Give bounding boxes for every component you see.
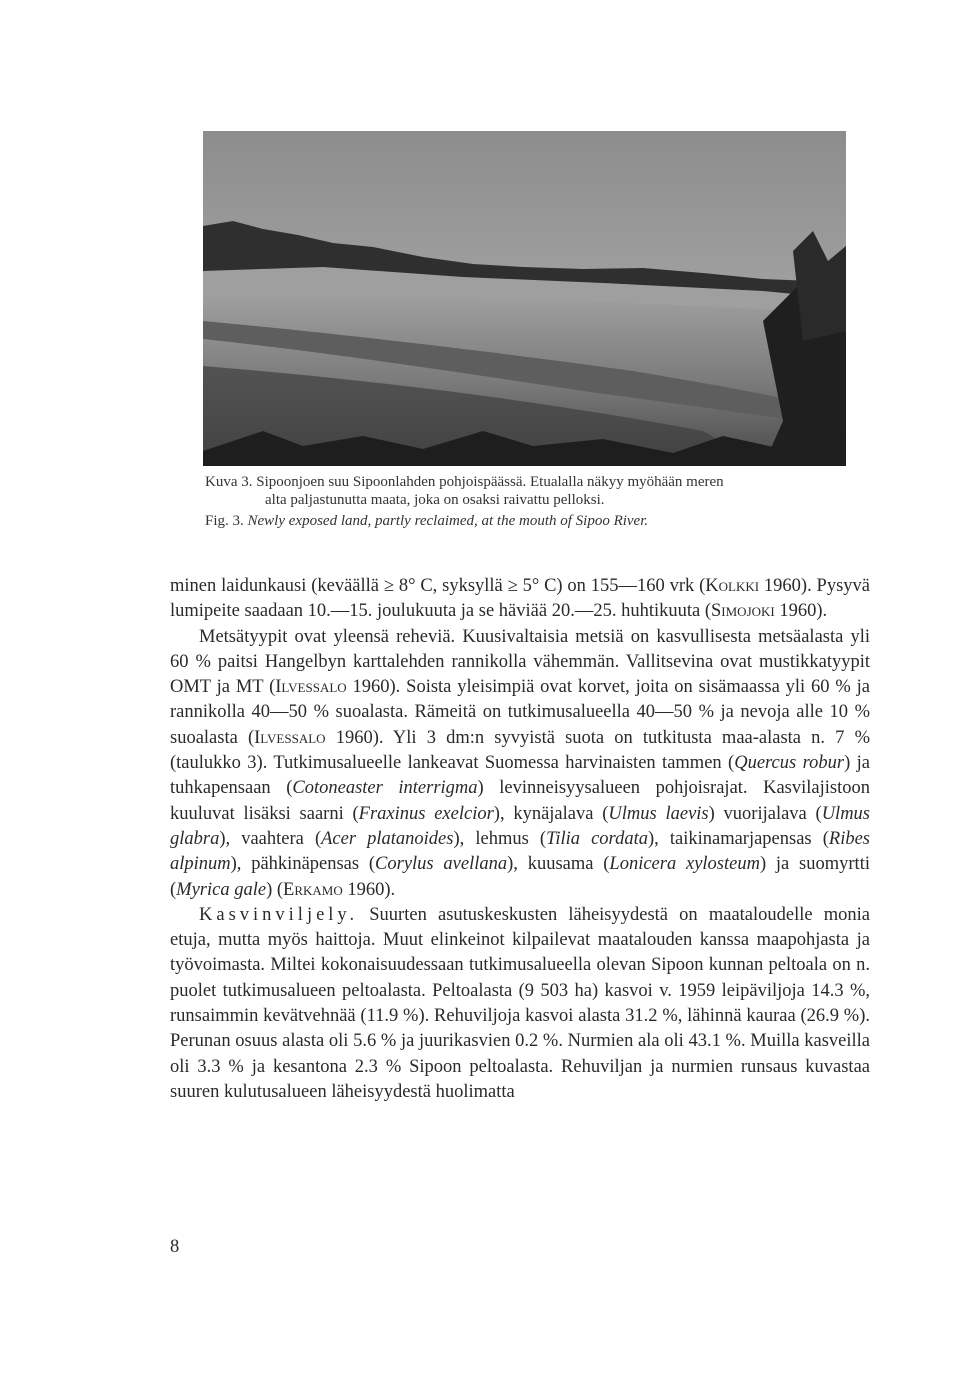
species-name: Lonicera xylosteum [609, 854, 760, 875]
species-name: Corylus avellana [375, 854, 508, 875]
text-run: 1960). [342, 879, 396, 900]
citation-author: Erkamo [283, 879, 343, 900]
species-name: Quercus robur [734, 753, 845, 774]
section-run-in-heading: Kasvinviljely. [199, 904, 359, 925]
species-name: Tilia cordata [546, 828, 648, 849]
paragraph-grazing [170, 574, 870, 625]
caption-english [205, 512, 855, 530]
figure-caption [205, 473, 855, 530]
text-run: ), vaahtera ( [219, 828, 322, 849]
text-run: 1960). Soista yleisimpiä ovat korvet, joita on sisämaassa yli 60 % ja rannikolla 40—50 % suoalasta. Rämeitä on tutkimusalueella 40—50 % ja nevoja alle 10 % suoalasta ( [170, 677, 870, 748]
species-name: Cotoneaster interrigma [292, 778, 478, 799]
text-run: ) vuorijalava ( [708, 803, 822, 824]
caption-en-label: Fig. 3. [205, 513, 244, 529]
species-name: Myrica gale [176, 879, 267, 900]
caption-fi-line1: Sipoonjoen suu Sipoonlahden pohjoispäässä. Etualalla näkyy myöhään meren [256, 474, 724, 490]
caption-finnish [205, 473, 855, 509]
text-run: ), pähkinäpensas ( [230, 854, 376, 875]
text-run: ) levinneisyysalueen pohjoisrajat. Kasvilajistoon kuuluvat lisäksi saarni ( [170, 778, 870, 824]
text-run: ) ( [266, 879, 284, 900]
citation-author: Simojoki [711, 601, 775, 622]
citation-author: Ilvessalo [275, 677, 347, 698]
species-name: Ulmus laevis [608, 803, 709, 824]
citation-author: Kolkki [705, 576, 760, 596]
text-run: 1960). [774, 601, 828, 622]
caption-en-text: Newly exposed land, partly reclaimed, at the mouth of Sipoo River. [247, 513, 649, 529]
text-run: ), kuusama ( [507, 854, 610, 875]
paragraph-crop-farming [170, 903, 870, 1105]
landscape-photo-icon [203, 131, 846, 466]
citation-author: Ilvessalo [254, 727, 326, 748]
text-run: ) ja suomyrtti ( [170, 854, 870, 900]
caption-fi-label: Kuva 3. [205, 474, 253, 490]
figure-photo [203, 131, 846, 466]
species-name: Ulmus glabra [170, 803, 870, 849]
text-run: Suurten asutuskeskusten läheisyydestä on maataloudelle monia etuja, mutta myös haittoja. Muut elinkeinot kilpailevat maatalouden kanssa maapohjasta ja työvoimasta. Miltei kokonaisuudessaan tutkimusalueella olevan Sipoon kunnan peltoala on n. puolet tutkimusalueen peltoalasta. Peltoalasta (9 503 ha) kasvoi v. 1959 leipäviljoja 14.3 %, runsaimmin kevätvehnää (11.9 %). Rehuviljoja kasvoi alasta 31.2 %, lähinnä kauraa (26.9 %). Perunan osuus alasta oli 5.6 % ja juurikasvien 0.2 %. Nurmien ala oli 43.1 %. Muilla kasveilla oli 3.3 % ja kesantona 2.3 % Sipoon peltoalasta. Rehuviljan ja nurmien runsaus kuvastaa suuren kulutusalueen läheisyydestä huolimatta [170, 904, 870, 1102]
body-text [170, 574, 870, 1105]
text-run: minen laidunkausi (keväällä ≥ 8° C, syksyllä ≥ 5° C) on 155—160 vrk ( [170, 576, 706, 596]
species-name: Acer platanoides [321, 828, 454, 849]
text-run: 1960). Pysyvä lumipeite saadaan 10.—15. joulukuuta ja se häviää 20.—25. huhtikuuta ( [170, 576, 870, 622]
text-run: ), kynäjalava ( [493, 803, 609, 824]
text-run: ), taikinamarjapensas ( [647, 828, 829, 849]
text-run: 1960). Yli 3 dm:n syvyistä suota on tutkitusta maa-alasta n. 7 % (taulukko 3). Tutkimusalueelle lankeavat Suomessa harvinaisten tammen ( [170, 727, 870, 774]
page-number: 8 [170, 1237, 180, 1257]
paragraph-forest-types [170, 625, 870, 903]
caption-fi-line2: alta paljastunutta maata, joka on osaksi raivattu pelloksi. [265, 492, 605, 508]
species-name: Ribes alpinum [170, 828, 870, 875]
text-run: ), lehmus ( [453, 828, 547, 849]
text-run: ) ja tuhkapensaan ( [170, 753, 870, 799]
species-name: Fraxinus exelcior [358, 803, 494, 824]
text-run: Metsätyypit ovat yleensä reheviä. Kuusivaltaisia metsiä on kasvullisesta metsäalasta yli 60 % paitsi Hangelbyn karttalehden rannikolla vähemmän. Vallitsevina ovat mustikkatyypit OMT ja MT ( [170, 626, 870, 698]
